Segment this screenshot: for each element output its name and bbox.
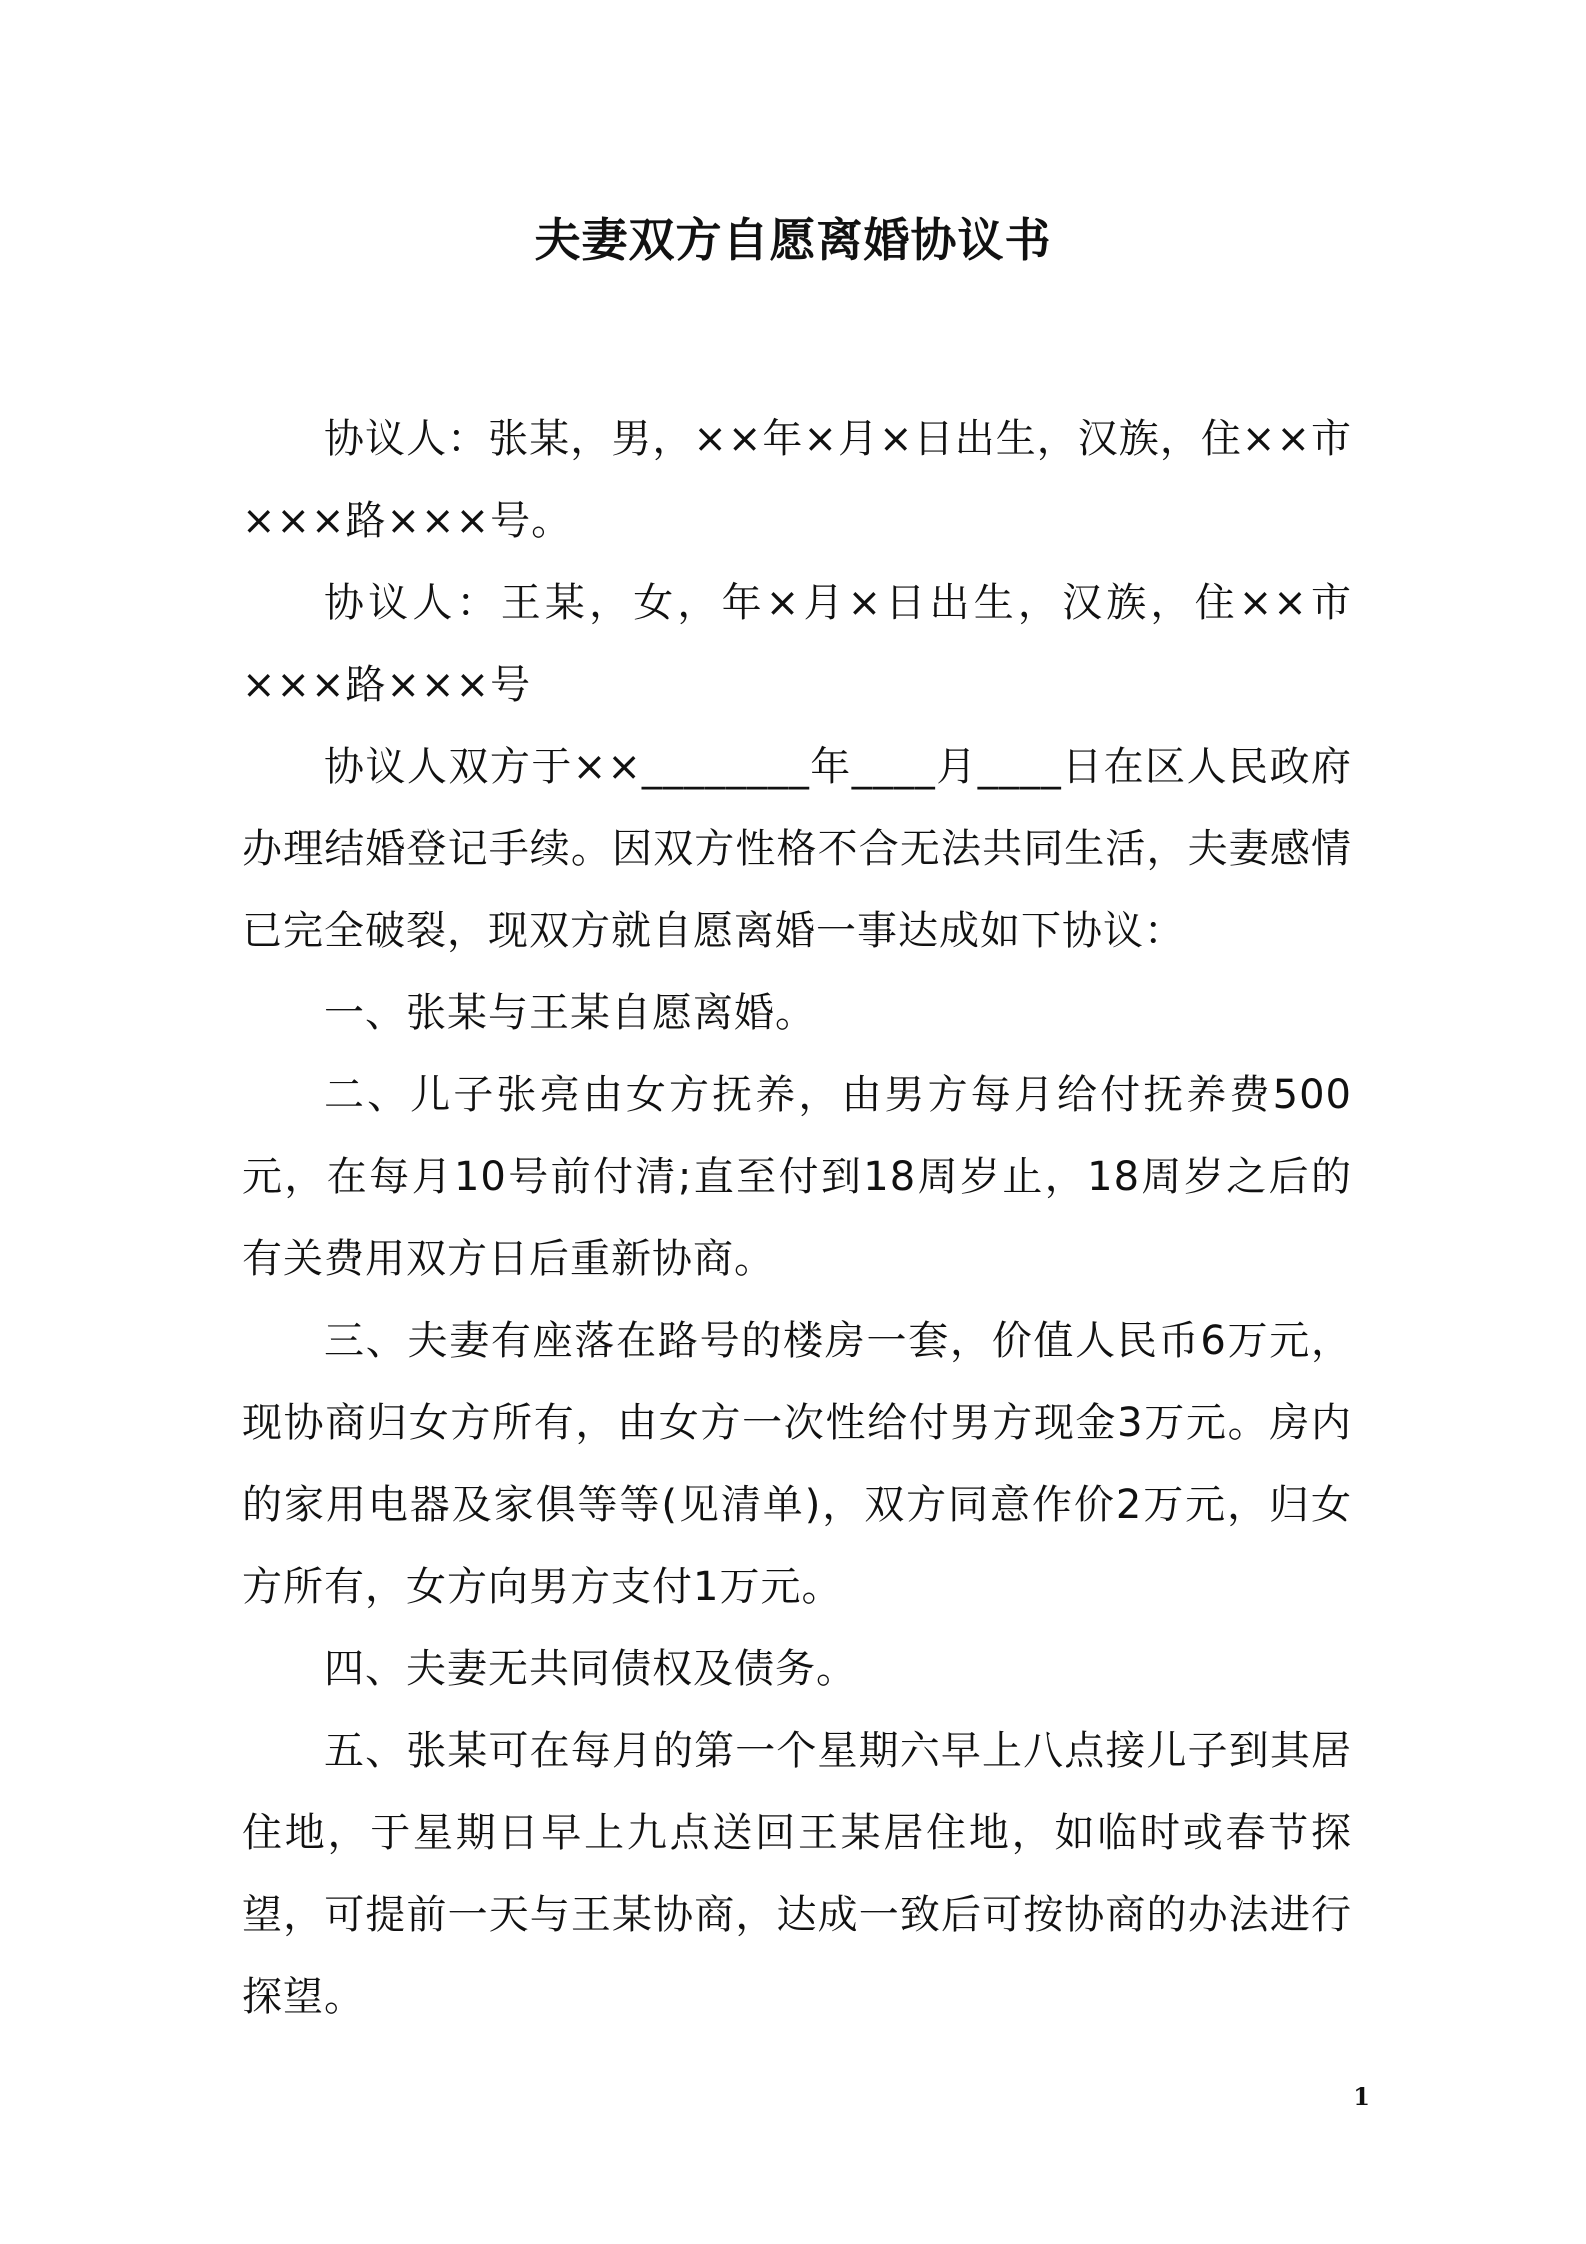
paragraph-preamble: 协议人双方于××________年____月____日在区人民政府办理结婚登记手续。因双方性格不合无法共同生活，夫妻感情已完全破裂，现双方就自愿离婚一事达成如下协议： xyxy=(242,744,1352,954)
paragraph-clause-2: 二、儿子张亮由女方抚养，由男方每月给付抚养费500元，在每月10号前付清;直至付到18周岁止，18周岁之后的有关费用双方日后重新协商。 xyxy=(242,1072,1352,1282)
paragraph-clause-4: 四、夫妻无共同债权及债务。 xyxy=(324,1646,857,1692)
document-title: 夫妻双方自愿离婚协议书 xyxy=(534,213,1052,267)
paragraph-clause-5: 五、张某可在每月的第一个星期六早上八点接儿子到其居住地，于星期日早上九点送回王某居住地，如临时或春节探望，可提前一天与王某协商，达成一致后可按协商的办法进行探望。 xyxy=(242,1728,1352,2020)
paragraph-clause-1: 一、张某与王某自愿离婚。 xyxy=(324,990,816,1036)
paragraph-party-1: 协议人：张某，男，××年×月×日出生，汉族，住××市×××路×××号。 xyxy=(242,416,1352,544)
paragraph-party-2: 协议人：王某，女，年×月×日出生，汉族，住××市×××路×××号 xyxy=(242,580,1352,708)
page-number: 1 xyxy=(1353,2082,1370,2111)
paragraph-clause-3: 三、夫妻有座落在路号的楼房一套，价值人民币6万元，现协商归女方所有，由女方一次性给付男方现金3万元。房内的家用电器及家俱等等(见清单)，双方同意作价2万元，归女方所有，女方向男方支付1万元。 xyxy=(242,1318,1352,1610)
document-body xyxy=(242,398,1352,2038)
